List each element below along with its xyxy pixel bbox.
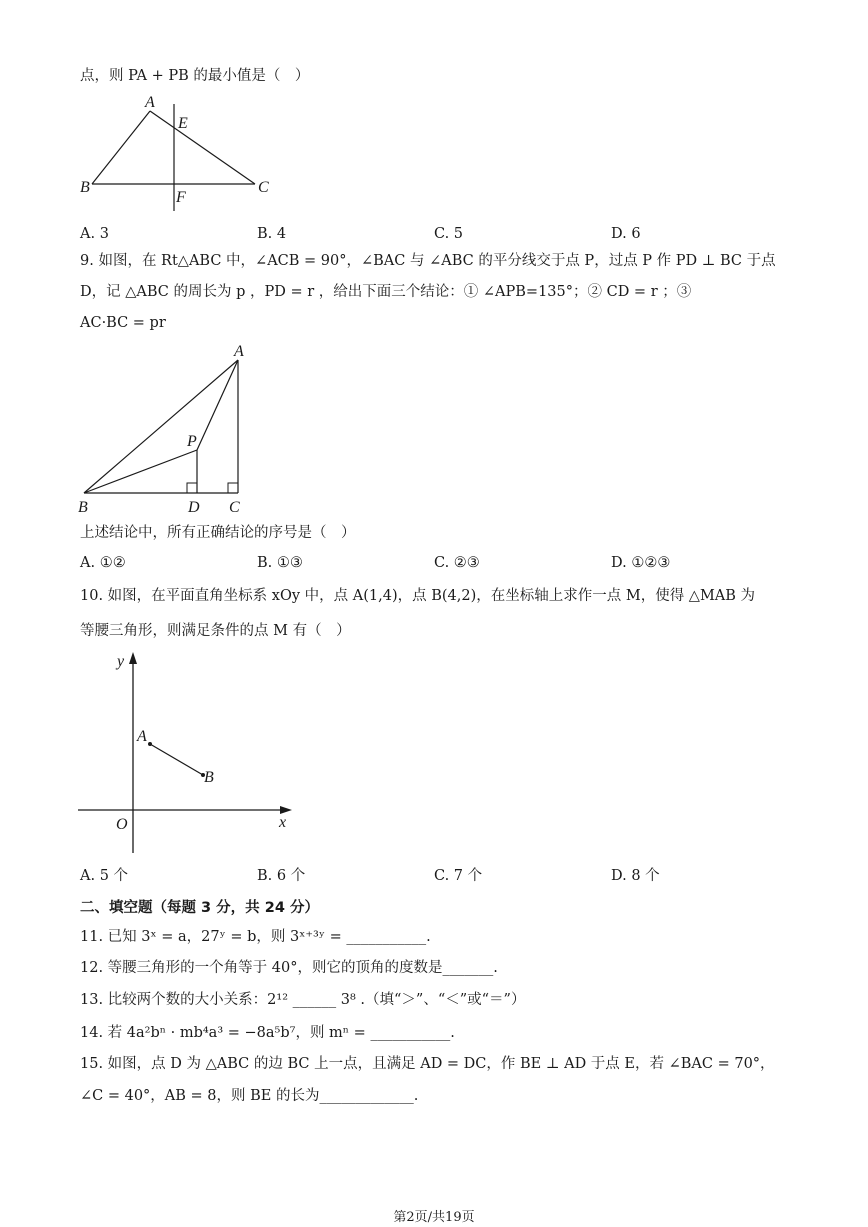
q9-label-b: B: [78, 499, 88, 516]
q10-stem-line-1: 10. 如图，在平面直角坐标系 xOy 中，点 A(1,4)，点 B(4,2)，在坐标轴上求作一点 M，使得 △MAB 为: [80, 588, 756, 604]
q9-label-c: C: [229, 499, 240, 516]
q9-right-angle-c: [228, 483, 238, 493]
q9-label-a: A: [234, 343, 244, 360]
q10-label-a: A: [137, 728, 147, 745]
q9-stem-line-1: 9. 如图，在 Rt△ABC 中，∠ACB = 90°，∠BAC 与 ∠ABC 的平分线交于点 P，过点 P 作 PD ⊥ BC 于点: [80, 253, 776, 269]
q9-option-c: C. ②③: [434, 555, 480, 571]
q13-text: 13. 比较两个数的大小关系：2¹² ______ 3⁸ .（填“＞”、“＜”或“＝”）: [80, 992, 526, 1008]
q9-option-d: D. ①②③: [611, 555, 671, 571]
q8-option-a: A. 3: [80, 226, 109, 242]
q8-option-c: C. 5: [434, 226, 464, 242]
q8-figure: [78, 92, 278, 217]
q10-option-c: C. 7 个: [434, 868, 483, 884]
q10-option-b: B. 6 个: [257, 868, 306, 884]
page-footer: 第2页/共19页: [393, 1210, 475, 1225]
q9-right-angle-d: [187, 483, 197, 493]
q8-segment-ab: [92, 111, 150, 184]
q9-label-d: D: [188, 499, 200, 516]
q10-label-x: x: [279, 814, 287, 831]
q9-stem-line-3: AC·BC = pr: [80, 315, 166, 331]
q8-option-b: B. 4: [257, 226, 287, 242]
q15-stem-line-2: ∠C = 40°，AB = 8，则 BE 的长为_____________.: [80, 1088, 419, 1104]
section-heading-fill-in: 二、填空题（每题 3 分，共 24 分）: [80, 900, 319, 916]
q10-label-o: O: [116, 816, 128, 833]
q8-segment-ac: [150, 111, 255, 184]
q8-label-f: F: [176, 189, 186, 206]
q10-x-arrow: [280, 806, 292, 814]
q9-option-a: A. ①②: [80, 555, 126, 571]
q9-label-p: P: [187, 433, 197, 450]
q8-label-a: A: [145, 94, 155, 111]
q10-stem-line-2: 等腰三角形，则满足条件的点 M 有（ ）: [80, 623, 351, 639]
q10-label-b: B: [204, 769, 214, 786]
q9-segment-ab: [84, 360, 238, 493]
q10-segment-ab: [150, 744, 203, 775]
q9-figure: [74, 340, 264, 520]
q11-text: 11. 已知 3ˣ = a，27ʸ = b，则 3ˣ⁺³ʸ = ___________.: [80, 929, 431, 945]
q9-option-b: B. ①③: [257, 555, 303, 571]
q15-stem-line-1: 15. 如图，点 D 为 △ABC 的边 BC 上一点，且满足 AD = DC，作 BE ⊥ AD 于点 E，若 ∠BAC = 70°，: [80, 1056, 775, 1072]
q8-label-c: C: [258, 179, 269, 196]
q10-option-d: D. 8 个: [611, 868, 660, 884]
q10-option-a: A. 5 个: [80, 868, 129, 884]
q10-label-y: y: [117, 653, 125, 670]
q9-segment-bp: [84, 450, 197, 493]
q8-label-b: B: [80, 179, 90, 196]
q14-text: 14. 若 4a²bⁿ · mb⁴a³ = −8a⁵b⁷，则 mⁿ = ___________.: [80, 1025, 455, 1041]
q8-option-d: D. 6: [611, 226, 641, 242]
q8-stem-line: 点，则 PA + PB 的最小值是（ ）: [80, 68, 310, 84]
q8-label-e: E: [178, 115, 188, 132]
q9-stem-line-2: D，记 △ABC 的周长为 p ，PD = r ，给出下面三个结论：① ∠APB=135°；② CD = r ；③: [80, 284, 692, 300]
q9-question: 上述结论中，所有正确结论的序号是（ ）: [80, 525, 356, 541]
q10-y-arrow: [129, 652, 137, 664]
q9-segment-ap: [197, 360, 238, 450]
q12-text: 12. 等腰三角形的一个角等于 40°，则它的顶角的度数是_______.: [80, 960, 498, 976]
q10-point-a: [148, 742, 152, 746]
q10-figure: [74, 648, 304, 860]
